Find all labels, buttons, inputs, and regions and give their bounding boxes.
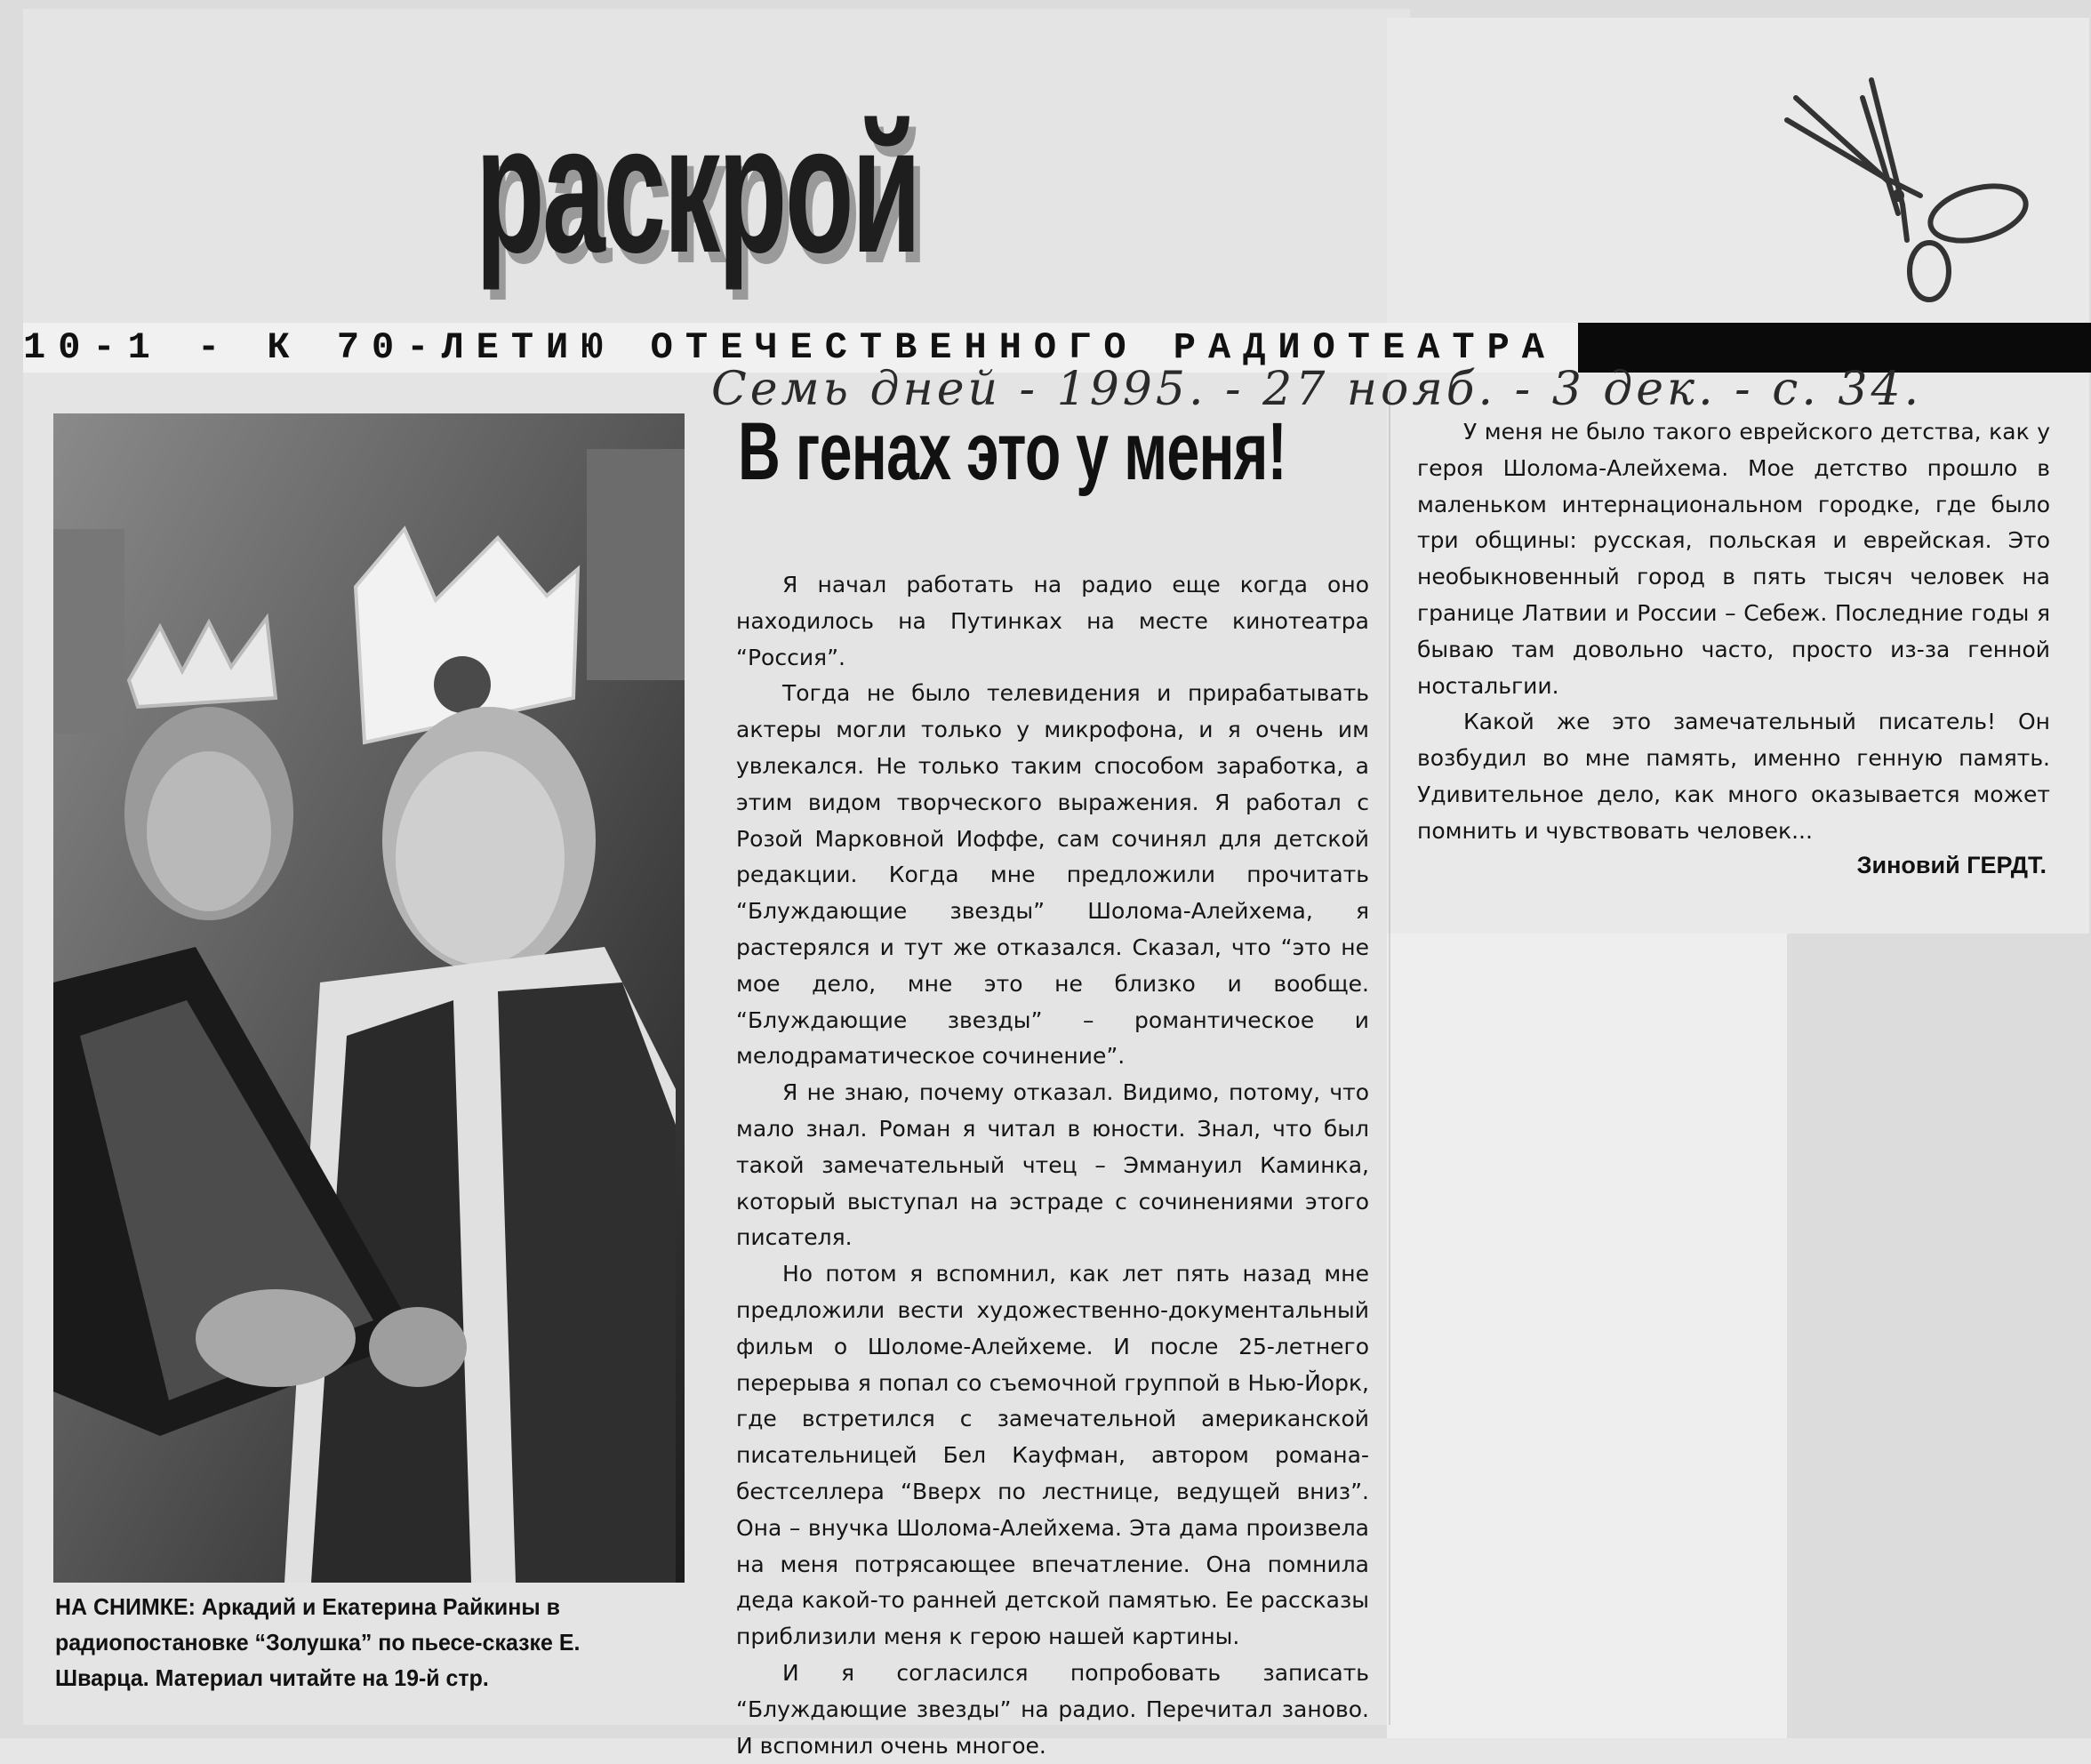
scissors-icon <box>1778 71 2036 311</box>
paragraph: Тогда не было телевидения и прирабатывать актеры могли только у микрофона, и я очень им увлекался. Не только таким способом заработка, а этим видом творческого выражения. Я работал с Розой Марковной Иоффе, сам сочинял для детской редакции. Когда мне предложили прочитать “Блуждающие звезды” Шолома-Алейхема, я растерялся и тут же отказался. Сказал, что “это не мое дело, мне это не близко и вообще. “Блуждающие звезды” – романтическое и мелодраматическое сочинение”. <box>736 680 1369 1070</box>
paper-fold-line <box>1389 391 1390 1725</box>
article-photo <box>53 413 685 1583</box>
paragraph: Но потом я вспомнил, как лет пять назад мне предложили вести художественно-документальный фильм о Шоломе-Алейхеме. И после 25-летнего перерыва я попал со съемочной группой в Нью-Йорк, где встретился с замечательной американской писательницей Бел Кауфман, автором романа-бестселлера “Вверх по лестнице, ведущей вниз”. Она – внучка Шолома-Алейхема. Эта дама произвела на меня потрясающее впечатление. Она помнила деда какой-то ранней детской памятью. Ее рассказы приблизили меня к герою нашей картины. <box>736 1261 1369 1650</box>
banner-text: 10-1 - К 70-ЛЕТИЮ ОТЕЧЕСТВЕННОГО РАДИОТЕАТРА <box>23 323 1578 373</box>
handwritten-note: Семь дней - 1995. - 27 нояб. - 3 дек. - с. 34. <box>711 363 1923 416</box>
photo-caption: НА СНИМКЕ: Аркадий и Екатерина Райкины в радиопостановке “Золушка” по пьесе-сказке Е. Шварца. Материал читайте на 19-й стр. <box>55 1593 581 1691</box>
article-headline: В генах это у меня! <box>738 406 1287 497</box>
article-column-right <box>1417 414 2050 850</box>
clipping-lower-right <box>1387 934 1787 1738</box>
rubric-title: раскрой <box>476 87 919 291</box>
paragraph: Я начал работать на радио еще когда оно находилось на Путинках на месте кинотеатра “Россия”. <box>736 572 1369 670</box>
paragraph: У меня не было такого еврейского детства, как у героя Шолома-Алейхема. Мое детство прошло в маленьком интернациональном городке, где было три общины: русская, польская и еврейская. Это необыкновенный город в пять тысяч человек на границе Латвии и России – Себеж. Последние годы я бываю там довольно часто, просто из-за генной ностальгии. <box>1417 419 2050 699</box>
article-column-middle <box>736 567 1369 1764</box>
author-signature: Зиновий ГЕРДТ. <box>1856 852 2047 878</box>
paragraph: И я согласился попробовать записать “Блуждающие звезды” на радио. Перечитал заново. И вспомнил очень многое. <box>736 1659 1369 1759</box>
paragraph: Какой же это замечательный писатель! Он возбудил во мне память, именно генную память. Удивительное дело, как много оказывается может помнить и чувствовать человек... <box>1417 709 2050 844</box>
paragraph: Я не знаю, почему отказал. Видимо, потому, что мало знал. Роман я читал в юности. Знал, что был такой замечательный чтец – Эммануил Каминка, который выступал на эстраде с сочинениями этого писателя. <box>736 1079 1369 1251</box>
